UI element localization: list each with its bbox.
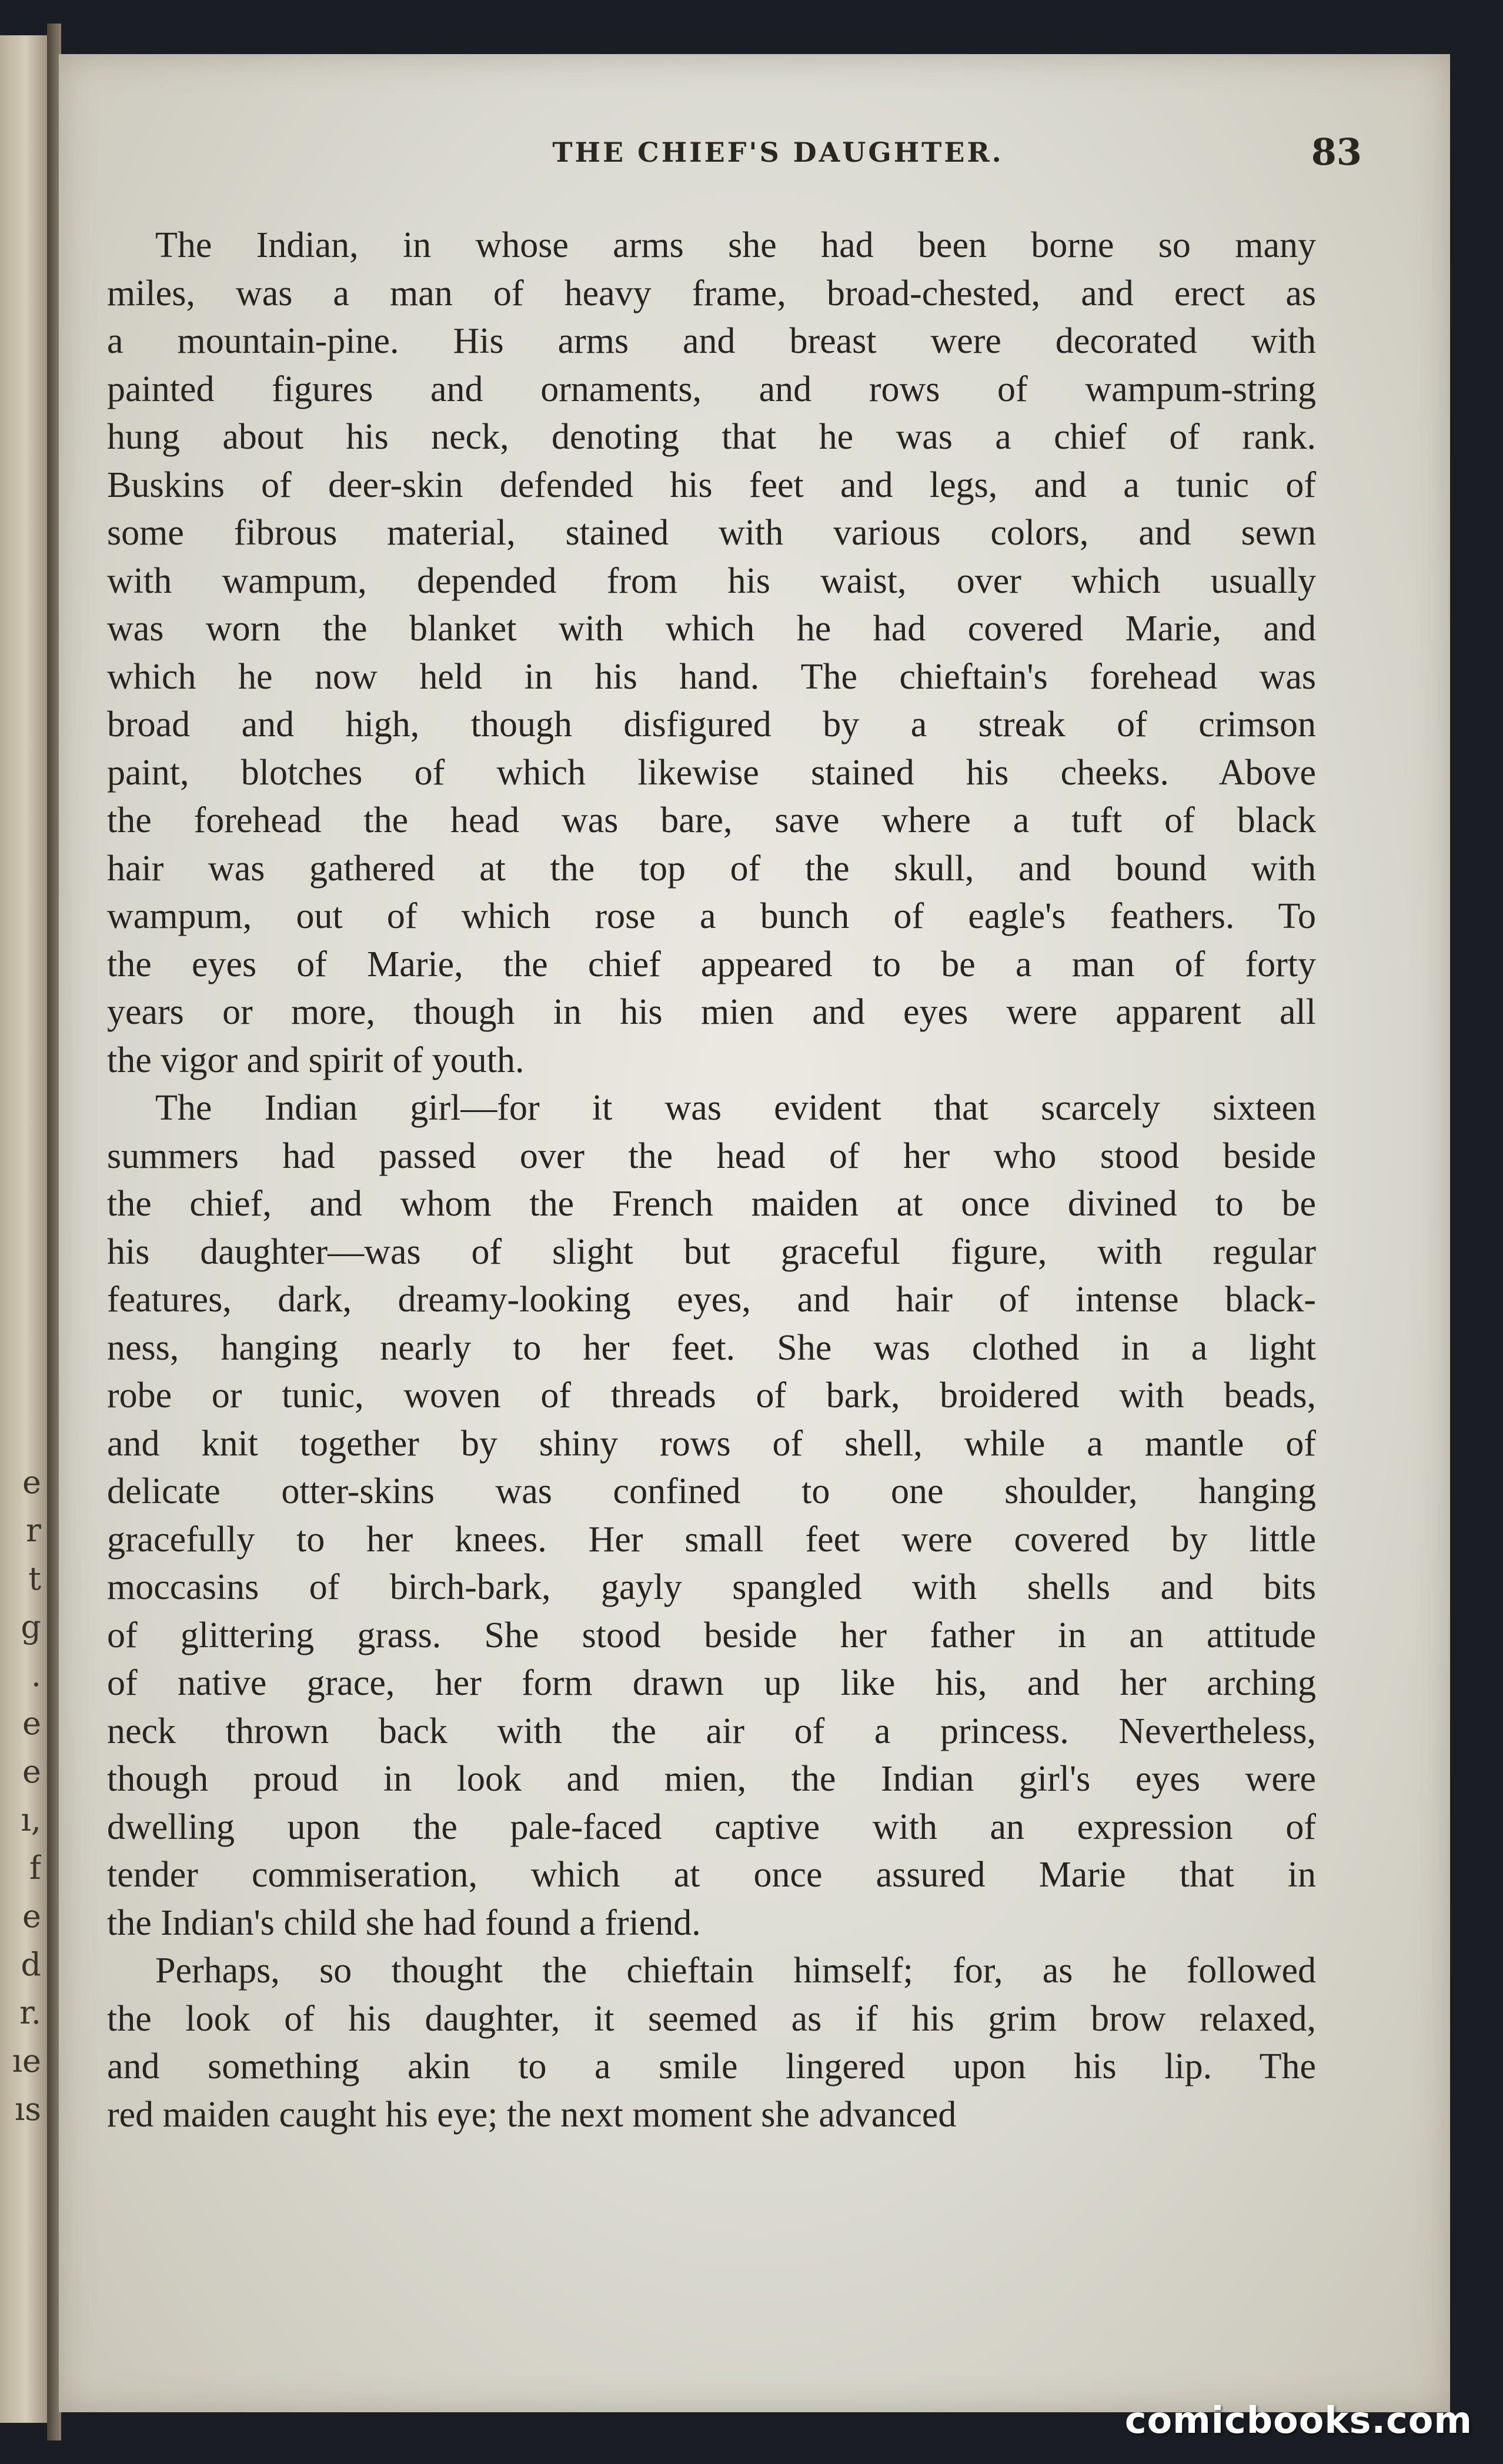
text-line: miles, was a man of heavy frame, broad-chested, and erect as <box>107 273 1316 313</box>
text-line: neck thrown back with the air of a princess. Nevertheless, <box>107 1711 1316 1751</box>
body-text <box>107 222 1316 2139</box>
text-line: hair was gathered at the top of the skull, and bound with <box>107 848 1316 889</box>
previous-page-fragment: e <box>22 1753 41 1790</box>
previous-page-fragment: t <box>28 1560 41 1597</box>
text-line: dwelling upon the pale-faced captive with an expression of <box>107 1807 1316 1847</box>
previous-page-fragment: g <box>21 1608 41 1645</box>
text-line: features, dark, dreamy-looking eyes, and hair of intense black- <box>107 1280 1316 1320</box>
book-page <box>59 54 1450 2412</box>
text-line: moccasins of birch-bark, gayly spangled with shells and bits <box>107 1567 1316 1607</box>
text-line: the eyes of Marie, the chief appeared to be a man of forty <box>107 944 1316 984</box>
text-line: hung about his neck, denoting that he was a chief of rank. <box>107 417 1316 457</box>
text-line: The Indian girl—for it was evident that scarcely sixteen <box>155 1088 1316 1128</box>
paragraph <box>107 222 1316 1084</box>
text-line: ness, hanging nearly to her feet. She was clothed in a light <box>107 1327 1316 1368</box>
text-line: his daughter—was of slight but graceful figure, with regular <box>107 1231 1316 1272</box>
previous-page-fragment: r. <box>19 1994 41 2031</box>
page-number: 83 <box>1311 131 1362 173</box>
previous-page-fragment: e <box>22 1464 41 1501</box>
text-line: the Indian's child she had found a friend. <box>107 1902 701 1943</box>
text-line: Buskins of deer-skin defended his feet and legs, and a tunic of <box>107 465 1316 505</box>
text-line: of glittering grass. She stood beside her father in an attitude <box>107 1615 1316 1655</box>
previous-page-fragment: e <box>22 1705 41 1742</box>
text-line: painted figures and ornaments, and rows of wampum-string <box>107 369 1316 409</box>
text-line: and something akin to a smile lingered upon his lip. The <box>107 2046 1316 2086</box>
text-line: which he now held in his hand. The chieftain's forehead was <box>107 656 1316 697</box>
previous-page-fragment: r <box>26 1512 41 1549</box>
text-line: The Indian, in whose arms she had been borne so many <box>155 225 1316 265</box>
text-line: wampum, out of which rose a bunch of eagle's feathers. To <box>107 896 1316 936</box>
text-line: delicate otter-skins was confined to one shoulder, hanging <box>107 1471 1316 1511</box>
previous-page-fragment: ıs <box>15 2091 41 2128</box>
text-line: summers had passed over the head of her who stood beside <box>107 1136 1316 1176</box>
previous-page-fragment: f <box>29 1849 41 1887</box>
text-line: red maiden caught his eye; the next moment she advanced <box>107 2094 957 2135</box>
text-line: the chief, and whom the French maiden at once divined to be <box>107 1184 1316 1224</box>
text-line: gracefully to her knees. Her small feet were covered by little <box>107 1519 1316 1560</box>
text-line: the vigor and spirit of youth. <box>107 1040 525 1080</box>
text-line: tender commiseration, which at once assured Marie that in <box>107 1855 1316 1895</box>
previous-page-text-fragments <box>0 1458 41 2134</box>
text-line: a mountain-pine. His arms and breast were decorated with <box>107 321 1316 361</box>
text-line: the look of his daughter, it seemed as if his grim brow relaxed, <box>107 1998 1316 2039</box>
paragraph <box>107 1947 1316 2139</box>
text-line: some fibrous material, stained with various colors, and sewn <box>107 513 1316 553</box>
paragraph <box>107 1084 1316 1947</box>
previous-page-fragment: . <box>31 1657 41 1694</box>
text-line: the forehead the head was bare, save where a tuft of black <box>107 800 1316 840</box>
previous-page-fragment: ıe <box>12 2042 41 2079</box>
previous-page-fragment: d <box>21 1946 41 1983</box>
running-head: THE CHIEF'S DAUGHTER. <box>552 136 1004 168</box>
watermark: comicbooks.com <box>1124 2399 1472 2442</box>
text-line: with wampum, depended from his waist, over which usually <box>107 560 1316 601</box>
text-line: years or more, though in his mien and eyes were apparent all <box>107 992 1316 1032</box>
text-line: was worn the blanket with which he had covered Marie, and <box>107 609 1316 649</box>
previous-page-fragment: e <box>22 1898 41 1935</box>
text-line: paint, blotches of which likewise stained his cheeks. Above <box>107 752 1316 793</box>
text-line: robe or tunic, woven of threads of bark, broidered with beads, <box>107 1375 1316 1415</box>
previous-page-fragment: ı, <box>21 1801 41 1838</box>
text-line: of native grace, her form drawn up like his, and her arching <box>107 1663 1316 1703</box>
text-line: though proud in look and mien, the Indian girl's eyes were <box>107 1759 1316 1799</box>
page-header <box>59 131 1450 189</box>
text-line: Perhaps, so thought the chieftain himself; for, as he followed <box>155 1951 1316 1991</box>
text-line: and knit together by shiny rows of shell, while a mantle of <box>107 1423 1316 1464</box>
text-line: broad and high, though disfigured by a streak of crimson <box>107 705 1316 744</box>
